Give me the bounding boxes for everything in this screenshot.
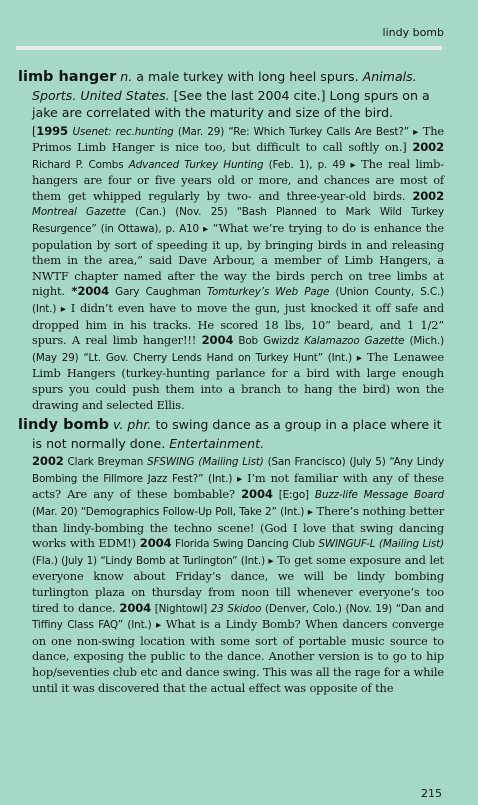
citation-text: [E:go] <box>272 489 315 502</box>
citation-text: Florida Swing Dancing Club <box>171 538 319 551</box>
citation-text: (Can.) (Nov. 25) “Bash Planned to Mark Wild Turkey Resurgence” (in Ottawa), p. A10 ▸ <box>32 206 444 236</box>
citation-text: The Primos Limb Hanger is nice too, but difficult to call softly on.] <box>32 123 444 155</box>
citation-text: (Feb. 1), p. 49 ▸ <box>263 158 356 171</box>
citation-year: 2002 <box>32 454 64 469</box>
citations <box>18 454 444 696</box>
headword: limb hanger <box>18 69 117 85</box>
citation-year: 2004 <box>241 487 273 502</box>
usage-labels: Entertainment. <box>169 435 265 451</box>
citation-text: [ <box>32 123 37 138</box>
citation-text: Buzz-life Message Board <box>314 489 444 502</box>
citation-text: Richard P. Combs <box>32 158 129 171</box>
citation-text: (San Francisco) (July 5) “Any Lindy Bombing the Fillmore Jazz Fest?” (Int.) ▸ <box>32 456 444 485</box>
citations <box>18 124 444 414</box>
citation-text: Clark Breyman <box>63 456 148 469</box>
definition: to swing dance as a group in a place where it is not normally done. <box>32 417 442 451</box>
dictionary-text <box>18 68 444 699</box>
citation-text: [Nightowl] <box>151 602 211 615</box>
citation-text: There’s nothing better than lindy-bombing the techno scene! (God I love that swing dancing works with EDM!) <box>32 503 444 551</box>
citation-text: Kalamazoo Gazette <box>304 335 405 348</box>
citation-year: 2004 <box>119 600 152 615</box>
citation-text: Gary Caughman <box>109 286 208 299</box>
entry-head <box>18 416 444 452</box>
citation-text: SWINGUF-L (Mailing List) <box>318 538 444 551</box>
part-of-speech: v. phr. <box>113 417 152 433</box>
entry-note: [See the last 2004 cite.] Long spurs on a jake are correlated with the maturity and size of the bird. <box>32 87 430 120</box>
citation-year: 1995 <box>36 123 68 138</box>
citation-text: To get some exposure and let everyone know about Friday’s dance, we will be lindy bombing turlington plaza on thursday from noon till whenever everyone’s too tired to dance. <box>32 552 444 615</box>
citation-text: Advanced Turkey Hunting <box>128 158 264 171</box>
entry-head <box>18 68 444 122</box>
part-of-speech: n. <box>120 69 133 84</box>
citation-text: What is a Lindy Bomb? When dancers converge on one non-swing location with some sort of portable music source to dance, exposing the public to the dance. Another version is to go to hip hop/seventies club etc and dance swing. This was all the rage for a while until it was discovered that the actual effect was opposite of the <box>32 617 445 695</box>
citation-year: *2004 <box>71 284 109 299</box>
citation-text: I didn’t even have to move the gun, just knocked it off safe and dropped him in his tracks. He scored 18 lbs, 10” beard, and 1 1/2” spurs. A real limb hanger!!! <box>32 301 444 348</box>
citation-year: 2002 <box>412 140 444 155</box>
citation-text: (Denver, Colo.) (Nov. 19) “Dan and Tiffiny Class FAQ” (Int.) ▸ <box>32 602 445 632</box>
citation-text: “What we’re trying to do is enhance the population by sort of speeding it up, by bringing birds in and releasing them in the area,” said Dave Arbour, a member of Limb Hangers, a NWTF chapter named after the way the birds perch on tree limbs at night. <box>32 221 445 299</box>
citation-text: The Lenawee Limb Hangers (turkey-hunting parlance for a bird with large enough spurs you could push them into a branch to hang the bird) won the drawing and selected Ellis. <box>32 349 444 412</box>
entry-lindy-bomb <box>18 416 444 696</box>
citation-text: The real limb-hangers are four or five years old or more, and chances are most of them get whipped regularly by two- and three-year-old birds. <box>32 156 444 203</box>
citation-text: Montreal Gazette <box>32 206 126 219</box>
usage-labels: Animals. Sports. United States. <box>32 69 417 103</box>
citation-text: (Mich.) (May 29) “Lt. Gov. Cherry Lends Hand on Turkey Hunt” (Int.) ▸ <box>32 335 444 364</box>
citation-text: (Mar. 20) “Demographics Follow-Up Poll, Take 2” (Int.) ▸ <box>32 505 313 518</box>
citation-text: (Fla.) (July 1) “Lindy Bomb at Turlington” (Int.) ▸ <box>32 554 274 567</box>
citation-year: 2004 <box>201 333 234 348</box>
citation-text: Bob Gwizdz <box>233 335 305 348</box>
citation-year: 2004 <box>139 536 172 551</box>
header-rule <box>16 46 442 50</box>
citation-text: (Mar. 29) “Re: Which Turkey Calls Are Best?” ▸ <box>173 125 419 138</box>
citation-text: SFSWING (Mailing List) <box>147 456 264 469</box>
citation-text: 23 Skidoo <box>210 602 262 615</box>
citation-year: 2002 <box>412 188 444 203</box>
citation-text: (Union County, S.C.) (Int.) ▸ <box>32 286 444 316</box>
citation-text: Tomturkey’s Web Page <box>207 286 330 299</box>
definition: a male turkey with long heel spurs. <box>132 69 363 84</box>
running-head: lindy bomb <box>382 26 444 39</box>
headword: lindy bomb <box>18 417 109 434</box>
entry-limb-hanger <box>18 68 444 413</box>
citation-text: I’m not familiar with any of these acts? Are any of these bombable? <box>32 470 444 502</box>
page-number: 215 <box>421 787 442 800</box>
citation-text: Usenet: rec.hunting <box>72 125 174 138</box>
